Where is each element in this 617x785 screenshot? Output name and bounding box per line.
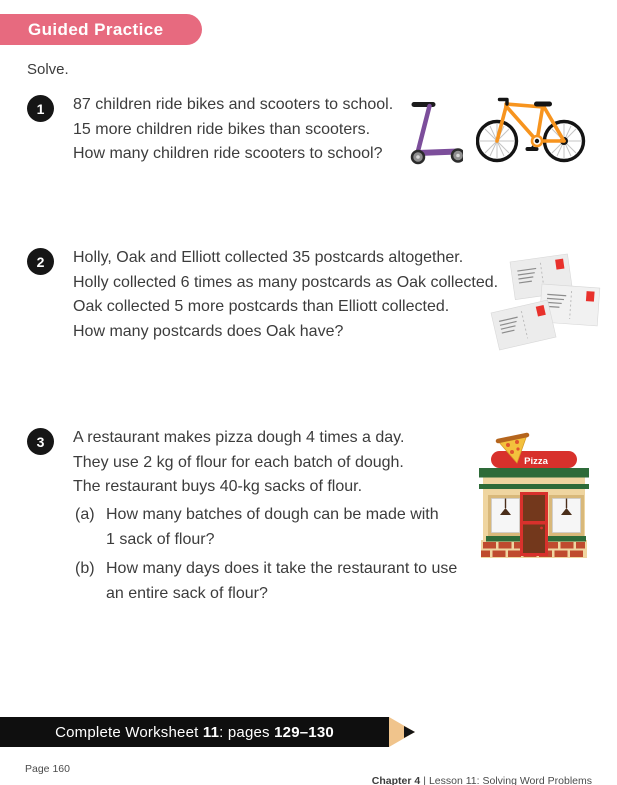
problem-number: 1 [36, 100, 45, 117]
problem-line: 87 children ride bikes and scooters to school. [73, 96, 394, 113]
pizza-restaurant-icon [470, 432, 612, 562]
chapter-lesson-label [360, 763, 592, 785]
chapter-label: Chapter 4 [371, 775, 421, 785]
problem-line: Holly, Oak and Elliott collected 35 postcards altogether. [73, 249, 464, 266]
problem-1-illustration [403, 96, 588, 166]
guided-practice-banner [0, 14, 202, 45]
page-title: Guided Practice [28, 19, 164, 39]
subpart-label: (b) [75, 560, 95, 577]
problem-2-number-badge [27, 248, 54, 275]
scooter-icon [403, 100, 463, 166]
subpart-lines [106, 557, 457, 606]
problem-line: A restaurant makes pizza dough 4 times a day. [73, 429, 405, 446]
problem-3-number-badge [27, 428, 54, 455]
subpart-lines [106, 503, 439, 552]
footer-separator: | [423, 775, 426, 785]
problem-2-text [73, 246, 498, 344]
page-number: Page 160 [25, 763, 70, 775]
problem-line: How many postcards does Oak have? [73, 322, 344, 340]
problem-line: How many children ride scooters to school? [73, 145, 383, 162]
problem-number: 2 [36, 253, 45, 270]
problem-line: 1 sack of flour? [106, 530, 215, 548]
pencil-tip-icon [389, 717, 419, 752]
problem-line: They use 2 kg of flour for each batch of dough. [73, 453, 404, 471]
banner-text: : pages [219, 723, 275, 741]
problem-3-illustration [470, 432, 612, 567]
lesson-label: Lesson 11: Solving Word Problems [428, 775, 592, 785]
postcards-icon [486, 250, 612, 354]
problem-number: 3 [36, 433, 45, 450]
problem-line: How many batches of dough can be made with [106, 506, 439, 523]
worksheet-number: 11 [202, 723, 220, 741]
problem-3-subpart-b [75, 557, 457, 606]
banner-text: Complete Worksheet [55, 723, 203, 741]
problem-line: The restaurant buys 40-kg sacks of flour. [73, 478, 363, 495]
problem-1-number-badge [27, 95, 54, 122]
subpart-label: (a) [75, 506, 95, 523]
bicycle-icon [476, 96, 588, 166]
problem-3-subpart-a [75, 503, 439, 552]
worksheet-pages: 129–130 [274, 723, 334, 741]
problem-1-text [73, 93, 393, 167]
problem-line: an entire sack of flour? [106, 584, 268, 602]
problem-line: Holly collected 6 times as many postcards as Oak collected. [73, 273, 499, 291]
worksheet-banner [0, 717, 389, 747]
problem-line: 15 more children ride bikes than scooters. [73, 120, 371, 138]
instruction-text: Solve. [27, 61, 69, 78]
problem-2-illustration [486, 250, 612, 359]
problem-line: How many days does it take the restaurant to use [106, 560, 458, 577]
restaurant-sign-label: Pizza [524, 456, 548, 467]
problem-line: Oak collected 5 more postcards than Elliott collected. [73, 298, 450, 315]
problem-3-text [73, 426, 404, 500]
